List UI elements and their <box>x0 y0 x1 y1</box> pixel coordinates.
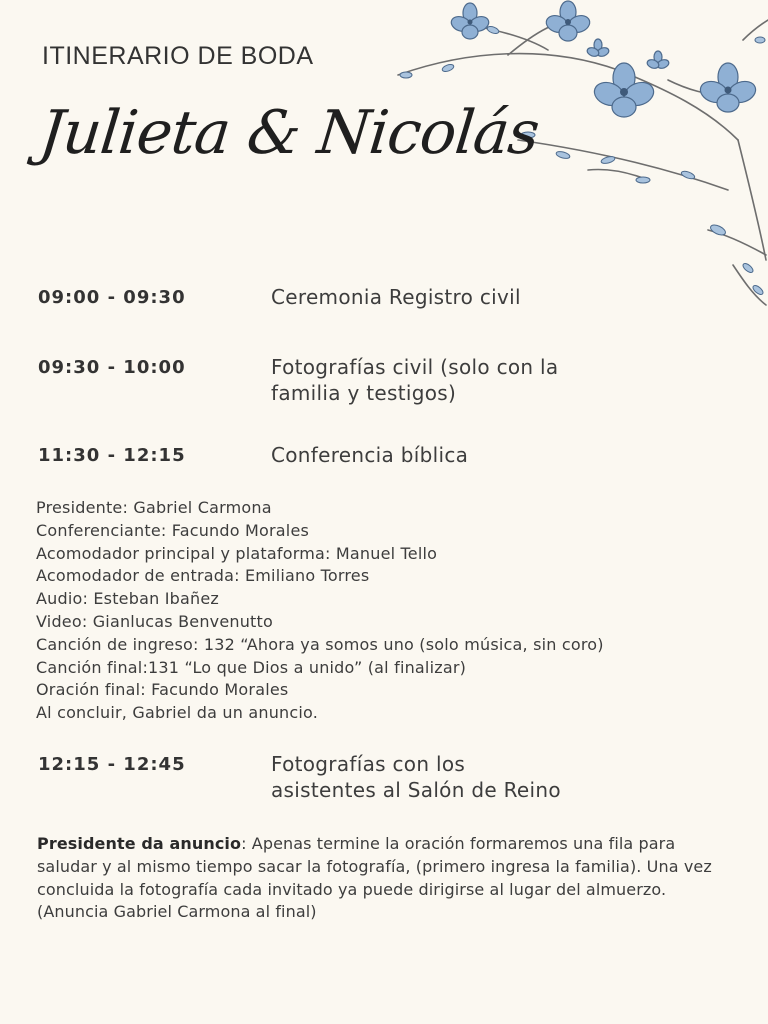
schedule-time: 09:30 - 10:00 <box>38 357 186 378</box>
detail-line: Oración final: Facundo Morales <box>36 680 289 700</box>
schedule-time: 09:00 - 09:30 <box>38 287 186 308</box>
announcement-text: : Apenas termine la oración formaremos una fila para saludar y al mismo tiempo sacar la fotografía, (primero ingresa la familia). Una vez concluida la fotografía cada invitado ya puede dirigirse al lugar del almuerzo. (Anuncia Gabriel Carmona al final) <box>37 834 712 922</box>
schedule-event: Ceremonia Registro civil <box>271 285 521 309</box>
detail-line: Presidente: Gabriel Carmona <box>36 498 272 517</box>
document-title: ITINERARIO DE BODA <box>42 42 314 70</box>
detail-line: Conferenciante: Facundo Morales <box>36 520 310 540</box>
announcement-note <box>37 833 727 924</box>
announcement-label: Presidente da anuncio <box>37 834 242 853</box>
couple-names: Julieta & Nicolás <box>36 98 542 168</box>
schedule-event: Conferencia bíblica <box>271 443 469 467</box>
detail-line: Canción de ingreso: 132 “Ahora ya somos uno (solo música, sin coro) <box>36 634 604 654</box>
schedule-time: 11:30 - 12:15 <box>38 445 186 466</box>
detail-line: Acomodador principal y plataforma: Manuel Tello <box>36 543 438 563</box>
conference-details <box>36 497 604 725</box>
detail-line: Video: Gianlucas Benvenutto <box>36 611 273 631</box>
schedule-event: Fotografías civil (solo con la familia y testigos) <box>271 355 559 405</box>
detail-line: Acomodador de entrada: Emiliano Torres <box>36 566 370 586</box>
detail-line: Audio: Esteban Ibañez <box>36 589 219 609</box>
detail-line: Canción final:131 “Lo que Dios a unido” (al finalizar) <box>36 657 467 677</box>
schedule-event: Fotografías con los asistentes al Salón de Reino <box>271 752 561 802</box>
detail-line: Al concluir, Gabriel da un anuncio. <box>36 703 319 723</box>
schedule-time: 12:15 - 12:45 <box>38 754 186 775</box>
